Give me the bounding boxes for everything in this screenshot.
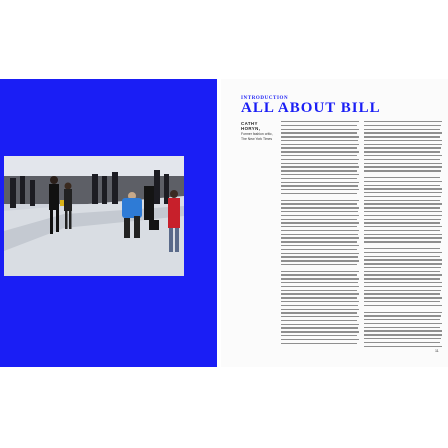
- body-text-line: [281, 297, 357, 298]
- body-text-line: [281, 339, 359, 340]
- body-text-line: [364, 219, 441, 220]
- body-text-line: [281, 274, 357, 275]
- body-text-line: [281, 312, 357, 313]
- body-text-line: [281, 290, 357, 291]
- left-page-blue: [0, 79, 217, 367]
- body-text-line: [281, 245, 359, 246]
- body-text-line: [281, 293, 359, 294]
- body-text-line: [364, 286, 442, 287]
- body-text-line: [364, 129, 440, 130]
- body-text-line: [364, 207, 440, 208]
- body-text-line: [281, 159, 359, 160]
- body-text-line: [364, 267, 441, 268]
- body-text-line: [364, 215, 442, 216]
- body-text-line: [281, 316, 359, 317]
- body-text-line: [364, 140, 442, 141]
- body-text-line: [364, 177, 440, 178]
- byline: [241, 121, 277, 141]
- body-text-line: [281, 193, 357, 194]
- body-text-line: [364, 319, 440, 320]
- body-text-line: [281, 155, 357, 156]
- body-text-line: [281, 140, 358, 141]
- body-text-line: [281, 125, 357, 126]
- body-text-line: [364, 263, 442, 264]
- body-text-line: [281, 178, 357, 179]
- body-text-line: [364, 312, 442, 313]
- body-text-line: [281, 222, 359, 223]
- body-text-line: [281, 335, 357, 336]
- body-text-line: [281, 174, 359, 175]
- body-text-line: [364, 346, 442, 347]
- body-text-line: [364, 181, 442, 182]
- magazine-spread: [0, 79, 448, 367]
- page-number: 11: [435, 349, 439, 353]
- body-text-line: [364, 323, 442, 324]
- body-text-line: [364, 293, 440, 294]
- body-text-line: [364, 315, 441, 316]
- body-column-1: [281, 121, 359, 346]
- body-text-line: [364, 274, 442, 275]
- body-text-line: [281, 278, 359, 279]
- body-text-line: [281, 163, 358, 164]
- body-text-line: [281, 211, 358, 212]
- body-text-line: [364, 132, 442, 133]
- body-text-line: [281, 309, 359, 310]
- body-text-line: [364, 297, 442, 298]
- body-text-line: [364, 188, 442, 189]
- body-text-line: [281, 182, 359, 183]
- body-text-line: [281, 271, 359, 272]
- body-text-line: [281, 343, 357, 344]
- body-text-line: [364, 278, 440, 279]
- body-text-line: [364, 230, 440, 231]
- body-text-line: [364, 159, 440, 160]
- body-text-line: [364, 166, 442, 167]
- body-text-line: [364, 185, 440, 186]
- body-text-line: [281, 320, 357, 321]
- body-text-line: [364, 144, 442, 145]
- body-text-line: [364, 151, 440, 152]
- body-text-line: [364, 248, 440, 249]
- body-text-line: [364, 282, 442, 283]
- body-text-line: [364, 234, 442, 235]
- body-text-line: [364, 305, 442, 306]
- body-text-line: [281, 331, 359, 332]
- body-text-line: [364, 327, 440, 328]
- body-text-line: [364, 241, 441, 242]
- body-text-line: [281, 215, 359, 216]
- body-text-line: [364, 252, 442, 253]
- body-text-line: [281, 237, 359, 238]
- body-text-line: [281, 249, 357, 250]
- body-text-line: [364, 290, 441, 291]
- body-text-line: [364, 256, 440, 257]
- body-text-line: [364, 342, 440, 343]
- body-text-line: [364, 200, 440, 201]
- body-text-line: [281, 241, 357, 242]
- body-text-line: [281, 253, 359, 254]
- body-text-line: [364, 163, 442, 164]
- body-text-line: [281, 189, 359, 190]
- body-text-line: [364, 338, 441, 339]
- street-photo-illustration: [4, 156, 184, 276]
- body-text-line: [364, 155, 442, 156]
- body-text-line: [281, 324, 359, 325]
- body-text-line: [281, 301, 359, 302]
- body-text-line: [281, 129, 359, 130]
- body-text-line: [364, 237, 442, 238]
- author-role-line1: Former fashion critic,: [241, 132, 273, 136]
- body-text-line: [281, 305, 358, 306]
- body-text-line: [281, 230, 359, 231]
- article-headline: ALL ABOUT BILL: [241, 100, 381, 116]
- right-page-article: [221, 79, 448, 367]
- body-text-line: [364, 301, 440, 302]
- section-kicker: INTRODUCTION: [241, 96, 289, 101]
- body-text-line: [281, 166, 359, 167]
- body-text-line: [364, 222, 440, 223]
- body-text-line: [281, 144, 359, 145]
- body-text-line: [364, 330, 442, 331]
- body-text-line: [364, 334, 442, 335]
- body-text-line: [281, 203, 357, 204]
- body-text-line: [364, 226, 442, 227]
- body-text-line: [364, 125, 441, 126]
- body-text-line: [281, 170, 357, 171]
- body-text-line: [281, 219, 357, 220]
- body-text-line: [281, 200, 359, 201]
- body-text-line: [281, 286, 359, 287]
- body-text-line: [281, 256, 358, 257]
- body-text-line: [364, 192, 442, 193]
- body-text-line: [281, 264, 357, 265]
- author-name-line1: CATHY: [241, 121, 258, 126]
- body-column-2: [364, 121, 442, 349]
- body-text-line: [281, 282, 358, 283]
- body-text-line: [364, 196, 441, 197]
- body-text-line: [364, 136, 440, 137]
- body-text-line: [281, 234, 358, 235]
- body-text-line: [281, 132, 357, 133]
- author-name-line2: HORYN,: [241, 126, 261, 131]
- body-text-line: [281, 226, 357, 227]
- author-role-line2: The New York Times: [241, 137, 273, 141]
- body-text-line: [364, 211, 442, 212]
- body-text-line: [281, 136, 359, 137]
- street-photo: [4, 156, 184, 276]
- body-text-line: [364, 121, 442, 122]
- body-text-line: [281, 121, 359, 122]
- body-text-line: [281, 147, 357, 148]
- body-text-line: [281, 207, 359, 208]
- body-text-line: [281, 260, 359, 261]
- body-text-line: [364, 271, 440, 272]
- body-text-line: [281, 185, 358, 186]
- body-text-line: [364, 170, 441, 171]
- body-text-line: [281, 327, 358, 328]
- body-text-line: [364, 203, 442, 204]
- body-text-line: [364, 147, 441, 148]
- body-text-line: [281, 151, 359, 152]
- body-text-line: [364, 259, 442, 260]
